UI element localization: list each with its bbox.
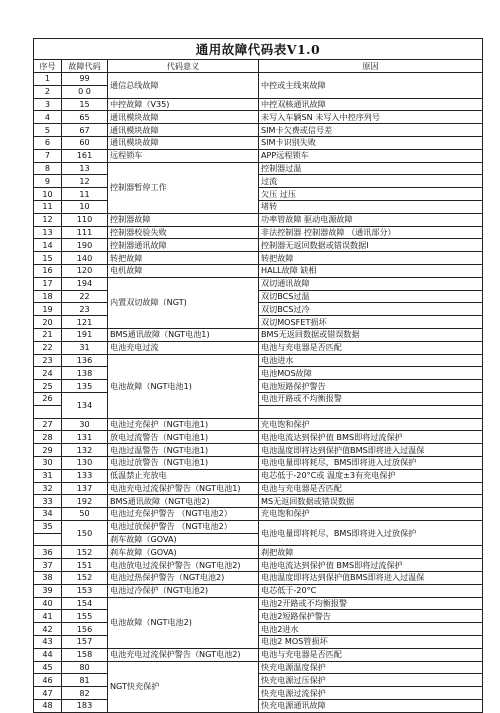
fault-reason: 欠压 过压	[259, 188, 483, 201]
table-row	[34, 252, 483, 265]
table-row	[34, 418, 483, 431]
table-row	[34, 328, 483, 341]
row-number: 25	[34, 380, 62, 393]
row-number: 1	[34, 73, 62, 86]
table-row	[34, 111, 483, 124]
fault-code: 134	[62, 392, 108, 418]
code-meaning: 控制器故障	[108, 213, 259, 226]
fault-code: 11	[62, 188, 108, 201]
row-number: 42	[34, 623, 62, 636]
code-meaning: 远程锁车	[108, 149, 259, 162]
row-number: 37	[34, 559, 62, 572]
table-row	[34, 239, 483, 252]
fault-reason: 快充电源过压保护	[259, 674, 483, 687]
row-number: 38	[34, 572, 62, 585]
fault-reason: 功率管故障 驱动电源故障	[259, 213, 483, 226]
code-meaning: 电池过温警告（NGT电池1)	[108, 444, 259, 457]
code-meaning: BMS通讯故障（NGT电池2)	[108, 495, 259, 508]
fault-reason: 电池电流达到保护值 BMS即将过流保护	[259, 431, 483, 444]
row-number: 6	[34, 136, 62, 149]
row-number: 13	[34, 226, 62, 239]
fault-code: 136	[62, 354, 108, 367]
fault-reason: 充电饱和保护	[259, 418, 483, 431]
table-row	[34, 316, 483, 329]
code-meaning: 低温禁止充放电	[108, 469, 259, 482]
table-row	[34, 354, 483, 367]
fault-code: 150	[62, 520, 108, 546]
row-number: 45	[34, 661, 62, 674]
table-row	[34, 367, 483, 380]
row-number: 33	[34, 495, 62, 508]
table-row	[34, 444, 483, 457]
header-reason: 原因	[259, 60, 483, 73]
code-meaning: 中控故障（V35)	[108, 98, 259, 111]
table-row	[34, 674, 483, 687]
row-number	[34, 405, 62, 418]
fault-reason: 双切通讯故障	[259, 277, 483, 290]
fault-code: 183	[62, 700, 108, 713]
fault-reason: 控制器过温	[259, 162, 483, 175]
code-meaning: 电池故障（NGT电池2)	[108, 597, 259, 648]
row-number: 10	[34, 188, 62, 201]
table-row	[34, 73, 483, 86]
fault-code: 15	[62, 98, 108, 111]
row-number: 2	[34, 85, 62, 98]
table-row	[34, 661, 483, 674]
table-row	[34, 162, 483, 175]
row-number: 26	[34, 392, 62, 405]
fault-reason: 非法控制器 控制器故障 （通讯部分）	[259, 226, 483, 239]
fault-code: 111	[62, 226, 108, 239]
fault-reason: 快充电源温度保护	[259, 661, 483, 674]
table-row	[34, 200, 483, 213]
row-number: 7	[34, 149, 62, 162]
code-meaning: 刹车故障（GOVA)	[108, 546, 259, 559]
table-row	[34, 508, 483, 521]
table-row	[34, 175, 483, 188]
fault-code-sheet	[33, 38, 482, 713]
code-meaning: 电池过热保护警告（NGT电池2)	[108, 572, 259, 585]
table-row	[34, 584, 483, 597]
row-number: 27	[34, 418, 62, 431]
table-row	[34, 636, 483, 649]
table-row	[34, 380, 483, 393]
fault-code: 10	[62, 200, 108, 213]
code-meaning: 电机故障	[108, 264, 259, 277]
fault-code: 120	[62, 264, 108, 277]
row-number: 17	[34, 277, 62, 290]
fault-code: 153	[62, 584, 108, 597]
row-number: 3	[34, 98, 62, 111]
code-meaning: 电池故障（NGT电池1)	[108, 354, 259, 418]
code-meaning: 电池充电过流	[108, 341, 259, 354]
fault-code: 192	[62, 495, 108, 508]
fault-code: 80	[62, 661, 108, 674]
fault-code: 135	[62, 380, 108, 393]
fault-code: 121	[62, 316, 108, 329]
fault-code: 154	[62, 597, 108, 610]
row-number: 36	[34, 546, 62, 559]
code-meaning: 内置双切故障（NGT)	[108, 277, 259, 328]
fault-reason: 电池与充电器是否匹配	[259, 648, 483, 661]
table-row	[34, 136, 483, 149]
code-meaning: NGT快充保护	[108, 661, 259, 712]
code-meaning: 转把故障	[108, 252, 259, 265]
table-row	[34, 648, 483, 661]
row-number: 41	[34, 610, 62, 623]
fault-code: 60	[62, 136, 108, 149]
code-meaning: 通讯模块故障	[108, 124, 259, 137]
header-row	[34, 60, 483, 73]
fault-code: 131	[62, 431, 108, 444]
row-number: 23	[34, 354, 62, 367]
row-number: 11	[34, 200, 62, 213]
code-meaning: 通讯模块故障	[108, 111, 259, 124]
row-number: 39	[34, 584, 62, 597]
code-meaning: 电池过冷保护（NGT电池2)	[108, 584, 259, 597]
table-row	[34, 546, 483, 559]
row-number: 15	[34, 252, 62, 265]
fault-code: 158	[62, 648, 108, 661]
table-row	[34, 226, 483, 239]
fault-code: 13	[62, 162, 108, 175]
table-row	[34, 520, 483, 533]
fault-code: 157	[62, 636, 108, 649]
row-number: 22	[34, 341, 62, 354]
row-number: 14	[34, 239, 62, 252]
code-meaning: 放电过流警告（NGT电池1)	[108, 431, 259, 444]
code-meaning: 控制器校验失败	[108, 226, 259, 239]
fault-reason: 刹把故障	[259, 546, 483, 559]
code-meaning: 电池过充保护（NGT电池1)	[108, 418, 259, 431]
fault-code: 81	[62, 674, 108, 687]
table-row	[34, 456, 483, 469]
code-meaning: 控制器通讯故障	[108, 239, 259, 252]
fault-reason: 控制器无返回数据或错误数据I	[259, 239, 483, 252]
row-number: 44	[34, 648, 62, 661]
row-number: 40	[34, 597, 62, 610]
fault-reason: 电池进水	[259, 354, 483, 367]
table-row	[34, 610, 483, 623]
header-no: 序号	[34, 60, 62, 73]
fault-reason: 电池2开路或不均衡报警	[259, 597, 483, 610]
fault-reason: SIM卡欠费或信号差	[259, 124, 483, 137]
row-number: 5	[34, 124, 62, 137]
code-meaning: 控制器暂停工作	[108, 162, 259, 213]
row-number: 21	[34, 328, 62, 341]
fault-reason: 快充电源通讯故障	[259, 700, 483, 713]
fault-reason: 电池电量即将耗尽，BMS即将进入过放保护	[259, 520, 483, 546]
row-number: 16	[34, 264, 62, 277]
row-number: 35	[34, 520, 62, 533]
table-row	[34, 623, 483, 636]
row-number: 47	[34, 687, 62, 700]
row-number: 43	[34, 636, 62, 649]
fault-code: 99	[62, 73, 108, 86]
fault-code: 65	[62, 111, 108, 124]
fault-reason: 电池2进水	[259, 623, 483, 636]
row-number: 19	[34, 303, 62, 316]
fault-reason: 电池与充电器是否匹配	[259, 482, 483, 495]
row-number: 18	[34, 290, 62, 303]
row-number: 24	[34, 367, 62, 380]
fault-code: 0 0	[62, 85, 108, 98]
table-row	[34, 495, 483, 508]
table-row	[34, 431, 483, 444]
fault-reason: 堵转	[259, 200, 483, 213]
row-number: 30	[34, 456, 62, 469]
fault-reason: 电池电量即将耗尽，BMS即将进入过放保护	[259, 456, 483, 469]
fault-code: 194	[62, 277, 108, 290]
row-number: 46	[34, 674, 62, 687]
fault-code: 132	[62, 444, 108, 457]
fault-code: 23	[62, 303, 108, 316]
table-row	[34, 303, 483, 316]
fault-reason: 快充电源过流保护	[259, 687, 483, 700]
table-row	[34, 341, 483, 354]
fault-code: 151	[62, 559, 108, 572]
table-row	[34, 290, 483, 303]
fault-code: 152	[62, 546, 108, 559]
table-row	[34, 277, 483, 290]
table-row	[34, 482, 483, 495]
fault-reason: 电池温度即将达到保护值BMS即将进入过温保	[259, 444, 483, 457]
fault-reason: 电池开路或不均衡报警	[259, 392, 483, 405]
fault-code: 31	[62, 341, 108, 354]
table-row	[34, 469, 483, 482]
table-row	[34, 264, 483, 277]
title-row	[34, 39, 483, 60]
fault-code: 82	[62, 687, 108, 700]
fault-reason: 未写入车辆SN 未写入中控序列号	[259, 111, 483, 124]
table-row	[34, 124, 483, 137]
table-row	[34, 98, 483, 111]
table-body	[34, 73, 483, 713]
code-meaning: 刹车故障（GOVA)	[108, 533, 259, 546]
fault-code: 133	[62, 469, 108, 482]
header-code: 故障代码	[62, 60, 108, 73]
code-meaning: 电池过充保护警告 （NGT电池2）	[108, 508, 259, 521]
row-number: 31	[34, 469, 62, 482]
fault-reason: 电芯低于-20°C或 温度±3有充电保护	[259, 469, 483, 482]
fault-code: 190	[62, 239, 108, 252]
fault-reason: BMS无返回数据或错误数据	[259, 328, 483, 341]
table-row	[34, 213, 483, 226]
fault-code: 130	[62, 456, 108, 469]
fault-reason: HALL故障 缺相	[259, 264, 483, 277]
fault-reason: 中控双核通讯故障	[259, 98, 483, 111]
code-meaning: 电池过放警告（NGT电池1)	[108, 456, 259, 469]
fault-reason: 充电饱和保护	[259, 508, 483, 521]
row-number: 8	[34, 162, 62, 175]
code-meaning: BMS通讯故障（NGT电池1)	[108, 328, 259, 341]
fault-code-table	[33, 38, 483, 713]
fault-reason: 双切MOSFET损坏	[259, 316, 483, 329]
fault-code: 137	[62, 482, 108, 495]
fault-code: 110	[62, 213, 108, 226]
fault-code: 30	[62, 418, 108, 431]
fault-code: 22	[62, 290, 108, 303]
row-number: 4	[34, 111, 62, 124]
table-row	[34, 597, 483, 610]
fault-reason: MS无返回数据或错误数据	[259, 495, 483, 508]
fault-reason: 中控或主线束故障	[259, 73, 483, 99]
fault-code: 140	[62, 252, 108, 265]
code-meaning: 通信总线故障	[108, 73, 259, 99]
row-number: 20	[34, 316, 62, 329]
fault-reason: 电池温度即将达到保护值BMS即将进入过温保	[259, 572, 483, 585]
row-number: 12	[34, 213, 62, 226]
row-number: 32	[34, 482, 62, 495]
table-row	[34, 687, 483, 700]
fault-reason	[259, 405, 483, 418]
fault-reason: 双切BCS过冷	[259, 303, 483, 316]
fault-reason: 双切BCS过温	[259, 290, 483, 303]
fault-code: 12	[62, 175, 108, 188]
code-meaning: 电池充电过流保护警告（NGT电池1)	[108, 482, 259, 495]
table-row	[34, 188, 483, 201]
fault-code: 138	[62, 367, 108, 380]
table-row	[34, 572, 483, 585]
fault-code: 67	[62, 124, 108, 137]
fault-code: 191	[62, 328, 108, 341]
fault-code: 156	[62, 623, 108, 636]
fault-reason: 电池与充电器是否匹配	[259, 341, 483, 354]
table-row	[34, 392, 483, 405]
row-number: 28	[34, 431, 62, 444]
fault-reason: 电池2 MOS管损坏	[259, 636, 483, 649]
fault-reason: SIM卡识别失败	[259, 136, 483, 149]
fault-code: 161	[62, 149, 108, 162]
table-row	[34, 700, 483, 713]
fault-code: 50	[62, 508, 108, 521]
fault-code: 155	[62, 610, 108, 623]
code-meaning: 通讯模块故障	[108, 136, 259, 149]
fault-reason: 电池短路保护警告	[259, 380, 483, 393]
code-meaning: 电池过放保护警告 （NGT电池2）	[108, 520, 259, 533]
fault-code: 152	[62, 572, 108, 585]
row-number: 48	[34, 700, 62, 713]
table-row	[34, 559, 483, 572]
fault-reason: 转把故障	[259, 252, 483, 265]
table-title: 通用故障代码表V1.0	[34, 39, 483, 60]
code-meaning: 电池充电过流保护警告（NGT电池2)	[108, 648, 259, 661]
table-row	[34, 149, 483, 162]
row-number: 29	[34, 444, 62, 457]
fault-reason: 过流	[259, 175, 483, 188]
fault-reason: 电池2短路保护警告	[259, 610, 483, 623]
code-meaning: 电池放电过流保护警告（NGT电池2)	[108, 559, 259, 572]
row-number	[34, 533, 62, 546]
fault-reason: 电池MOS故障	[259, 367, 483, 380]
fault-reason: 电芯低于-20°C	[259, 584, 483, 597]
fault-reason: APP远程锁车	[259, 149, 483, 162]
row-number: 34	[34, 508, 62, 521]
fault-reason: 电池电流达到保护值 BMS即将过流保护	[259, 559, 483, 572]
header-meaning: 代码意义	[108, 60, 259, 73]
row-number: 9	[34, 175, 62, 188]
